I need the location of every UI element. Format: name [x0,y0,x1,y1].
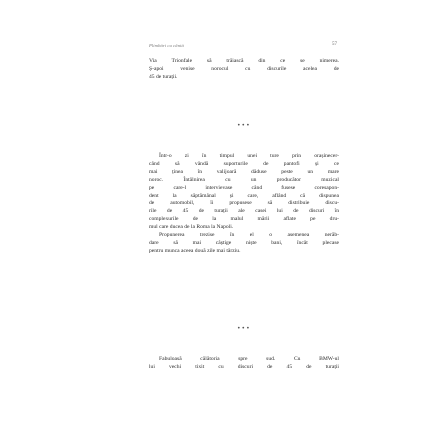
text-line: Ș-apoi venise norocul cu discurile acelea de [149,65,339,72]
text-line: complexurile de la malul mării aflate pe dru- [149,216,339,223]
paragraph-3 [149,356,339,372]
text-line: rile de 45 de turații ale casei lui de discuri în [149,208,339,215]
paragraph-1 [149,58,339,82]
text-line: Propunerea trezise în el o asemenea nerăb- [159,232,339,239]
text-line: lui vechi tixit cu discuri de 45 de turații [149,363,339,370]
text-line: Via Trionfale să trăiască din ce se nimerea. [149,58,339,64]
text-line: mai ținea în valijoară dăduse peste un mare [149,168,339,175]
text-line: Fabuloasă călătoria spre sud. Cu BMW-ul [159,356,339,362]
text-line: mul care ducea de la Roma la Napoli. [149,224,234,231]
text-line: când să vândă suporturile de pantofi și ce [149,160,339,167]
text-line: Într-o zi în timpul unei ture prin orașinecer- [159,153,339,159]
text-line: de automobil, îi propusese să distribuie discu- [149,200,339,207]
text-line: pe care-l intervievase când fusese coresapon- [149,184,339,191]
paragraph-2 [149,153,339,256]
page-number: 57 [332,42,337,47]
text-line: pentru munca aceea două zile mai târziu. [149,247,241,254]
text-line: 45 de turații. [149,73,178,80]
text-line: dent la săptămânal și care, aflând că dispunea [149,192,339,199]
text-line: noroc. Întâlnirea cu un producător muzical [149,176,339,183]
section-separator: ••• [237,122,251,129]
running-header: Plimbări cu cântă [149,43,184,48]
section-separator: ••• [237,325,251,332]
text-line: dare să mai câștige niște bani, încât plecase [149,239,339,246]
